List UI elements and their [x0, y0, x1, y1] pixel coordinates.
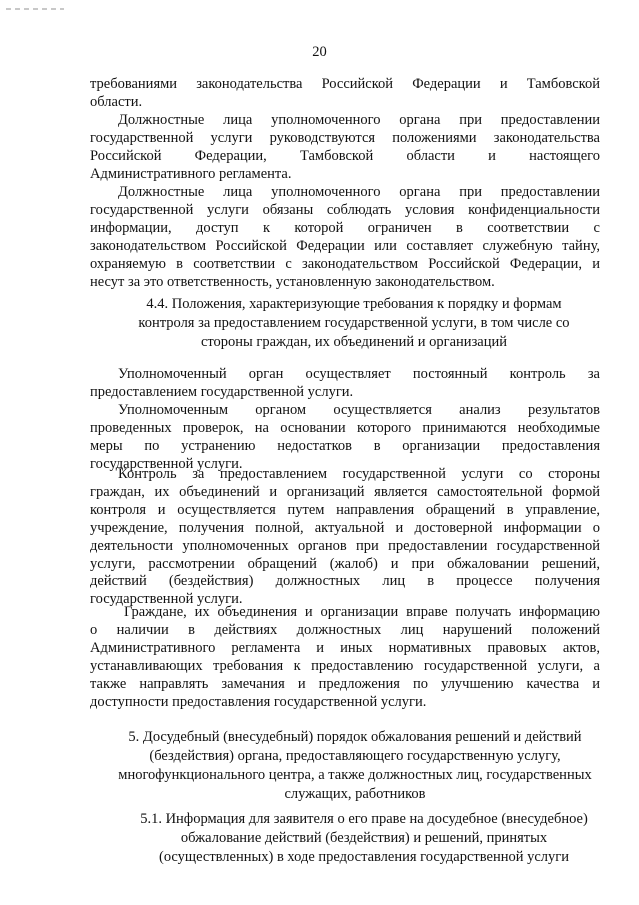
- paragraph-continuation: [90, 76, 600, 112]
- paragraph-citizen-rights: [90, 604, 600, 711]
- heading-line: (бездействия) органа, предоставляющего государственную услугу,: [149, 748, 561, 764]
- heading-line: 5. Досудебный (внесудебный) порядок обжалования решений и действий: [128, 729, 582, 745]
- text-line: устанавливающих требования к предоставлению государственной услуги, а: [90, 657, 600, 674]
- text-line: действий (бездействия) должностных лиц в процессе получения: [90, 573, 600, 590]
- text-line: требованиями законодательства Российской Федерации и Тамбовской: [90, 76, 600, 92]
- text-line: области.: [90, 93, 143, 110]
- text-line: Уполномоченным органом осуществляется анализ результатов: [118, 402, 600, 418]
- text-line: меры по устранению недостатков в организации предоставления: [90, 437, 600, 454]
- paragraph-citizen-control: [90, 466, 600, 609]
- text-line: о наличии в действиях должностных лиц нарушений положений: [90, 621, 600, 638]
- heading-line: стороны граждан, их объединений и организаций: [200, 334, 508, 350]
- text-line: учреждение, получения полной, актуальной и достоверной информации о: [90, 519, 600, 536]
- text-line: Граждане, их объединения и организации вправе получать информацию: [124, 604, 600, 620]
- text-line: Административного регламента и иных нормативных правовых актов,: [90, 639, 600, 656]
- text-line: услуги, рассмотрении обращений (жалоб) и при обжаловании решений,: [90, 555, 600, 572]
- text-line: Должностные лица уполномоченного органа при предоставлении: [118, 112, 600, 128]
- text-line: законодательством Российской Федерации или составляет служебную тайну,: [90, 237, 600, 254]
- page-number: 20: [312, 44, 327, 60]
- heading-line: контроля за предоставлением государственной услуги, в том числе со: [138, 315, 570, 331]
- text-line: несут за это ответственность, установленную законодательством.: [90, 273, 495, 290]
- section-heading-4-4: [104, 295, 604, 352]
- heading-line: обжалование действий (бездействия) и решений, принятых: [180, 830, 548, 846]
- text-line: предоставлением государственной услуги.: [90, 383, 354, 400]
- text-line: государственной услуги.: [90, 591, 243, 608]
- section-heading-5-1: [104, 810, 624, 867]
- text-line: Должностные лица уполномоченного органа при предоставлении: [118, 184, 600, 200]
- text-line: государственной услуги.: [90, 455, 243, 472]
- heading-line: 5.1. Информация для заявителя о его праве на досудебное (внесудебное): [140, 811, 588, 827]
- text-line: граждан, их объединений и организаций является самостоятельной формой: [90, 483, 600, 500]
- text-line: доступности предоставления государственной услуги.: [90, 693, 427, 710]
- paragraph-analysis: [90, 402, 600, 474]
- heading-line: 4.4. Положения, характеризующие требования к порядку и формам: [146, 296, 562, 312]
- text-line: Контроль за предоставлением государственной услуги со стороны: [118, 466, 600, 482]
- section-heading-5: [90, 728, 620, 804]
- text-line: деятельности уполномоченных органов при предоставлении государственной: [90, 537, 600, 554]
- text-line: Административного регламента.: [90, 165, 292, 182]
- heading-line: многофункционального центра, а также должностных лиц, государственных: [118, 767, 592, 783]
- paragraph-officials-guided: [90, 112, 600, 184]
- text-line: охраняемую в соответствии с законодательством Российской Федерации, и: [90, 255, 600, 272]
- paragraph-constant-control: [90, 366, 600, 402]
- paragraph-officials-confidentiality: [90, 184, 600, 291]
- scan-artifact-mark: [6, 8, 64, 10]
- text-line: проведенных проверок, на основании которого принимаются необходимые: [90, 419, 600, 436]
- heading-line: (осуществленных) в ходе предоставления государственной услуги: [158, 849, 569, 865]
- text-line: Уполномоченный орган осуществляет постоянный контроль за: [118, 366, 600, 382]
- text-line: контроля и осуществляется путем направления обращений в управление,: [90, 501, 600, 518]
- text-line: Российской Федерации, Тамбовской области и настоящего: [90, 147, 600, 164]
- text-line: информации, доступ к которой ограничен в соответствии с: [90, 219, 600, 236]
- text-line: также направлять замечания и предложения по улучшению качества и: [90, 675, 600, 692]
- text-line: государственной услуги обязаны соблюдать условия конфиденциальности: [90, 201, 600, 218]
- text-line: государственной услуги руководствуются положениями законодательства: [90, 129, 600, 146]
- heading-line: служащих, работников: [284, 786, 426, 802]
